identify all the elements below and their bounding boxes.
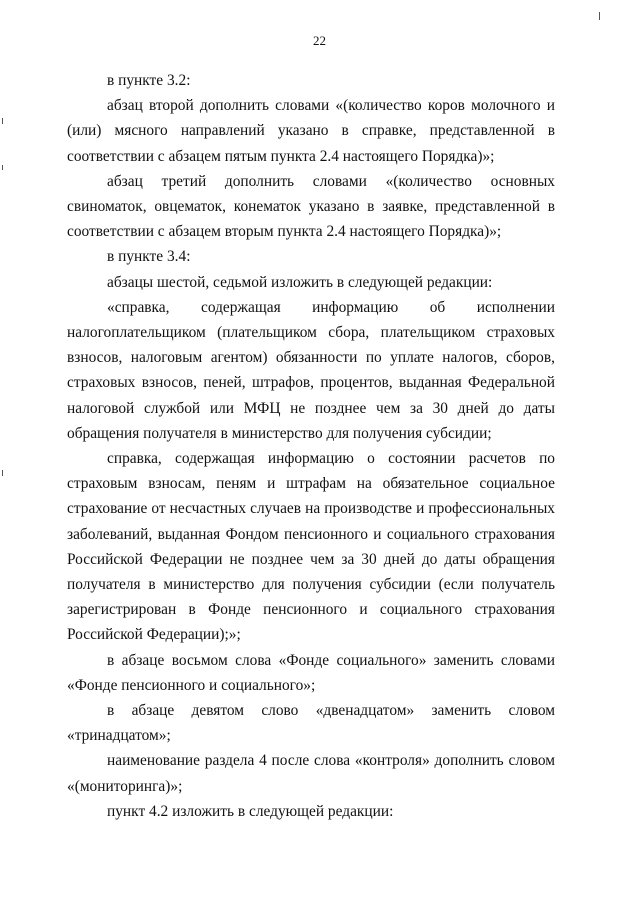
scan-mark: [599, 12, 600, 20]
paragraph-sixth-seventh-intro: абзацы шестой, седьмой изложить в следующей редакции:: [107, 273, 493, 291]
scan-mark: [2, 118, 3, 124]
paragraph-second-abzac-amendment: абзац второй дополнить словами «(количество коров молочного и (или) мясного направлений указано в справке, представленной в соответствии с абзацем пятым пункта 2.4 настоящего Порядка)»;: [67, 97, 555, 165]
paragraph-third-abzac-amendment: абзац третий дополнить словами «(количество основных свиноматок, овцематок, конематок указано в заявке, представленной в соответствии с абзацем вторым пункта 2.4 настоящего Порядка)»;: [67, 172, 555, 241]
page-number: 22: [313, 33, 326, 48]
document-body: [67, 68, 555, 824]
scan-mark: [2, 165, 3, 170]
paragraph-insurance-certificate: справка, содержащая информацию о состоянии расчетов по страховым взносам, пеням и штрафам на обязательное социальное страхование от несчастных случаев на производстве и профессиональных заболеваний, выданная Фондом пенсионного и социального страхования Российской Федерации не позднее чем за 30 дней до даты обращения получателя в министерство для получения субсидии (если получатель зарегистрирован в Фонде пенсионного и социального страхования Российской Федерации);»;: [67, 450, 555, 644]
paragraph-eighth-abzac-amendment: в абзаце восьмом слова «Фонде социального» заменить словами «Фонде пенсионного и социального»;: [67, 651, 555, 694]
paragraph-ninth-abzac-amendment: в абзаце девятом слово «двенадцатом» заменить словом «тринадцатом»;: [67, 702, 555, 745]
scan-mark: [2, 470, 3, 476]
paragraph-clause-3-2-intro: в пункте 3.2:: [107, 72, 191, 89]
paragraph-clause-3-4-intro: в пункте 3.4:: [107, 248, 191, 266]
paragraph-section-4-title-amendment: наименование раздела 4 после слова «контроля» дополнить словом «(мониторинга)»;: [67, 752, 555, 795]
paragraph-tax-certificate: «справка, содержащая информацию об исполнении налогоплательщиком (плательщиком сбора, плательщиком страховых взносов, налоговым агентом) обязанности по уплате налогов, сборов, страховых взносов, пеней, штрафов, процентов, выданная Федеральной налоговой службой или МФЦ не позднее чем за 30 дней до даты обращения получателя в министерство для получения субсидии;: [67, 298, 555, 442]
paragraph-clause-4-2-intro: пункт 4.2 изложить в следующей редакции:: [107, 802, 394, 820]
